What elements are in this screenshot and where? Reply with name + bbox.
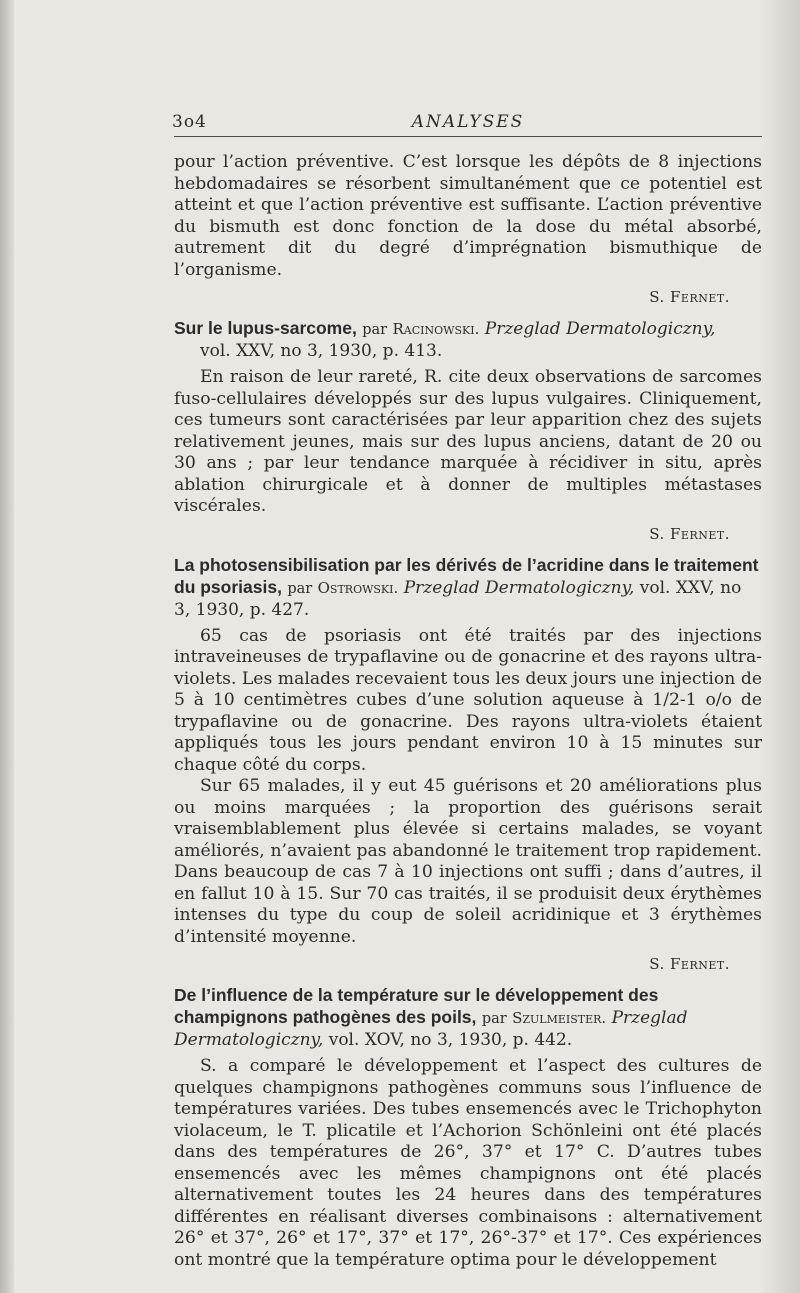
article-paragraph: S. a comparé le développement et l’aspect des cultures de quelques champignons pathogènes communs sous l’influence de températures variées. Des tubes ensemencés avec le Trichophyton violaceum, le T. plicatile et l’Achorion Schönleini ont été placés dans des températures de 26°, 37° et 17° C. D’autres tubes ensemencés avec les mêmes champignons ont été placés alternativement toutes les 24 heures dans des températures différentes en réalisant diverses combinaisons : alternativement 26° et 37°, 26° et 17°, 37° et 17°, 26°-37° et 17°. Ces expériences ont montré que la température optima pour le développement <box>174 1056 762 1270</box>
by-label: par <box>287 580 313 597</box>
article-heading <box>174 985 762 1051</box>
article-citation: vol. XXV, no 3, 1930, p. 413. <box>200 341 443 361</box>
page-header <box>174 104 762 134</box>
header-rule <box>174 136 762 137</box>
article-author: Racinowski. <box>392 320 480 338</box>
article-title: La photosensibilisation par les dérivés de l’acridine dans le traitement du psoriasis, <box>174 554 759 597</box>
article-heading <box>174 318 762 362</box>
article-paragraph: 65 cas de psoriasis ont été traités par des injections intraveineuses de trypaflavine ou de gonacrine et des rayons ultra-violets. Les malades recevaient tous les deux jours une injection de 5 à 10 centimètres cubes d’une solution aqueuse à 1/2-1 o/o de trypaflavine ou de gonacrine. Des rayons ultra-violets étaient appliqués tous les jours pendant environ 10 à 15 minutes sur chaque côté du corps. <box>174 625 762 775</box>
page-number: 3o4 <box>172 112 207 132</box>
by-label: par <box>481 1011 507 1027</box>
article-author: Szulmeister. <box>512 1009 607 1027</box>
running-title: ANALYSES <box>411 112 525 132</box>
page-edge-left <box>0 0 14 1293</box>
article-title: Sur le lupus-sarcome, <box>174 318 357 338</box>
article-paragraph: En raison de leur rareté, R. cite deux observations de sarcomes fuso-cellulaires développés sur des lupus vulgaires. Cliniquement, ces tumeurs sont caractérisées par leur apparition chez des sujets relativement jeunes, mais sur des lupus anciens, datant de 20 ou 30 ans ; par leur tendance marquée à récidiver in situ, après ablation chirurgicale et à donner de multiples métastases viscérales. <box>174 367 762 516</box>
article-title: De l’influence de la température sur le développement des champignons pathogènes des poils, <box>174 985 659 1027</box>
intro-paragraph: pour l’action préventive. C’est lorsque les dépôts de 8 injections hebdomadaires se résorbent simultanément que ce potentiel est atteint et que l’action préventive est suffisante. L’action préventive du bismuth est donc fonction de la dose du métal absorbé, autrement dit du degré d’imprégnation bismuthique de l’organisme. <box>174 152 762 280</box>
signature: S. Fernet. <box>649 955 730 973</box>
article-paragraph: Sur 65 malades, il y eut 45 guérisons et 20 améliorations plus ou moins marquées ; la proportion des guérisons serait vraisemblablement plus élevée si certains malades, se voyant améliorés, n’avaient pas abandonné le traitement trop rapidement. Dans beaucoup de cas 7 à 10 injections ont suffi ; dans d’autres, il en fallut 10 à 15. Sur 70 cas traités, il se produisit deux érythèmes intenses du type du coup de soleil acridinique et 3 érythèmes d’intensité moyenne. <box>174 776 762 947</box>
signature: S. Fernet. <box>649 288 730 306</box>
article-author: Ostrowski. <box>317 578 399 597</box>
article-journal: Przeglad Dermatologiczny, <box>484 319 716 339</box>
article-journal: Przeglad Dermatologiczny, <box>403 577 635 598</box>
page-edge-right <box>760 0 800 1293</box>
signature: S. Fernet. <box>649 524 730 543</box>
document-page <box>174 104 762 1271</box>
article-heading <box>174 555 762 621</box>
article-citation: vol. XOV, no 3, 1930, p. 442. <box>328 1030 573 1050</box>
article-journal: Przeglad Dermatologiczny, <box>174 1008 688 1050</box>
by-label: par <box>362 322 388 338</box>
article-citation: vol. XXV, no 3, 1930, p. 427. <box>174 577 742 620</box>
